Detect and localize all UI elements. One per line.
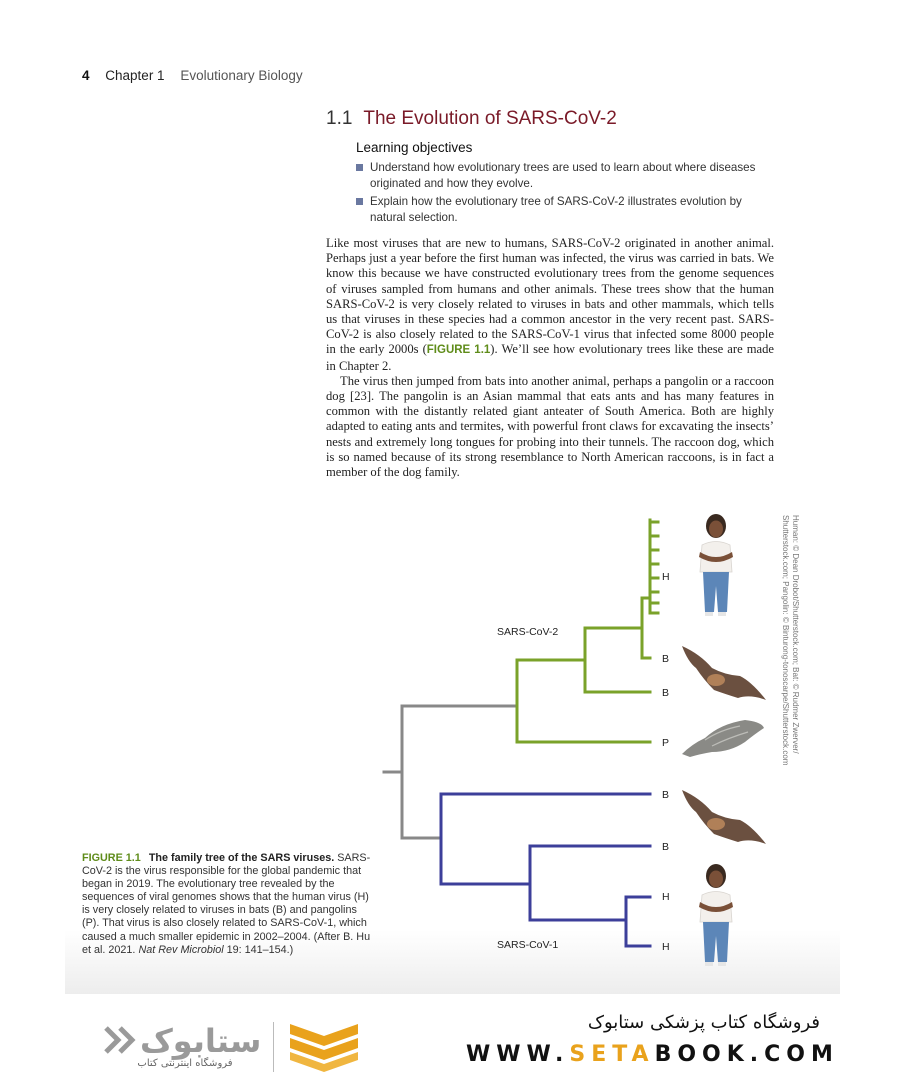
figure-reference-link[interactable]: FIGURE 1.1 bbox=[426, 344, 491, 357]
chapter-label: Chapter 1 bbox=[105, 68, 165, 83]
paragraph-1-text: Like most viruses that are new to humans, SARS-CoV-2 originated in another animal. Perhaps just a year before the first human was infected, the virus was carried in bats. We know this because we have constructed evolutionary trees from the genome sequences of viruses sampled from humans and other animals. These trees show that the human SARS-CoV-2 is very closely related to viruses in bats and other mammals, which tells us that viruses in these species had a common ancestor in the very recent past. SARS-CoV-2 is also closely related to the SARS-CoV-1 virus that infected some 8000 people in the early 2000s ( bbox=[326, 236, 774, 357]
clade-label-sars-cov-1: SARS-CoV-1 bbox=[497, 939, 559, 951]
logo-divider bbox=[273, 1022, 274, 1072]
tip-label-bat-3: B bbox=[662, 789, 670, 801]
logo-wordmark: ستابوک bbox=[140, 1022, 262, 1060]
section-number: 1.1 bbox=[326, 108, 353, 129]
store-name: فروشگاه کتاب پزشکی ستابوک bbox=[587, 1012, 820, 1033]
figure-title: The family tree of the SARS viruses. bbox=[148, 852, 335, 864]
book-title: Evolutionary Biology bbox=[180, 68, 303, 83]
tip-label-human-sars2: H bbox=[662, 571, 670, 583]
caption-text: SARS-CoV-2 is the virus responsible for the global pandemic that began in 2019. The evolutionary tree revealed by the sequences of viral genomes shows that the human virus (H) is very closely related to viruses in bats (B) and pangolins (P). That virus is also closely related to SARS-CoV-1, which caused a much smaller epidemic in 2002–2004. (After B. Hu et al. 2021. bbox=[82, 852, 371, 956]
photo-credit-line-2: Shutterstock.com; Pangolin: © Binturong-tonoscarpe/Shutterstock.com bbox=[781, 515, 790, 766]
clade-label-sars-cov-2: SARS-CoV-2 bbox=[497, 626, 559, 638]
learning-objective-item: Understand how evolutionary trees are used to learn about where diseases originated and how they evolve. bbox=[356, 160, 756, 191]
bat-illustration-1 bbox=[682, 646, 766, 700]
store-url-accent: SETA bbox=[569, 1042, 655, 1067]
paragraph-2: The virus then jumped from bats into another animal, perhaps a pangolin or a raccoon dog [23]. The pangolin is an Asian mammal that eats ants and has many features in common with the distantly related giant anteater of South America. Both are highly adapted to eating ants and termites, with powerful front claws for excavating the insects’ nests and extremely long tongues for probing into their tunnels. The raccoon dog, which is so named because of its strong resemblance to North American raccoons, is in fact a member of the dog family. bbox=[326, 373, 774, 480]
human-illustration-top bbox=[699, 514, 733, 616]
learning-objective-item: Explain how the evolutionary tree of SARS-CoV-2 illustrates evolution by natural selection. bbox=[356, 194, 756, 225]
paragraph-1-text-end: ). We’ll see how evolutionary trees like these are made in Chapter 2. bbox=[326, 342, 774, 373]
tip-label-bat-2: B bbox=[662, 687, 670, 699]
learning-objectives-heading: Learning objectives bbox=[356, 140, 473, 155]
human-illustration-bottom bbox=[699, 864, 733, 966]
caption-journal: Nat Rev Microbiol bbox=[138, 943, 224, 956]
pangolin-illustration bbox=[682, 720, 764, 757]
figure-label: FIGURE 1.1 bbox=[82, 852, 141, 864]
store-url[interactable] bbox=[466, 1042, 839, 1067]
photo-credit-line-1: Human: © Dean Drobot/Shutterstock.com; Bat: © Rudmer Zwerver/ bbox=[791, 515, 800, 754]
figure-caption bbox=[82, 852, 372, 957]
section-title: The Evolution of SARS-CoV-2 bbox=[363, 108, 617, 129]
store-url-prefix: WWW. bbox=[466, 1042, 570, 1067]
tip-label-human-sars1-a: H bbox=[662, 891, 670, 903]
logo-tagline: فروشگاه اینترنتی کتاب bbox=[137, 1058, 233, 1069]
bat-illustration-2 bbox=[682, 790, 766, 844]
page-number: 4 bbox=[82, 68, 90, 83]
photo-credit bbox=[772, 515, 800, 766]
sars1-clade-branches bbox=[441, 794, 650, 946]
tip-label-pangolin: P bbox=[662, 737, 670, 749]
tree-root-branch bbox=[384, 706, 517, 838]
tip-label-bat-4: B bbox=[662, 841, 670, 853]
caption-text-end: 19: 141–154.) bbox=[223, 943, 294, 956]
book-stack-icon bbox=[286, 1020, 362, 1072]
store-url-suffix: BOOK.COM bbox=[654, 1042, 839, 1067]
setabook-logo bbox=[100, 1018, 280, 1062]
tip-label-human-sars1-b: H bbox=[662, 941, 670, 953]
tip-label-bat-1: B bbox=[662, 653, 670, 665]
